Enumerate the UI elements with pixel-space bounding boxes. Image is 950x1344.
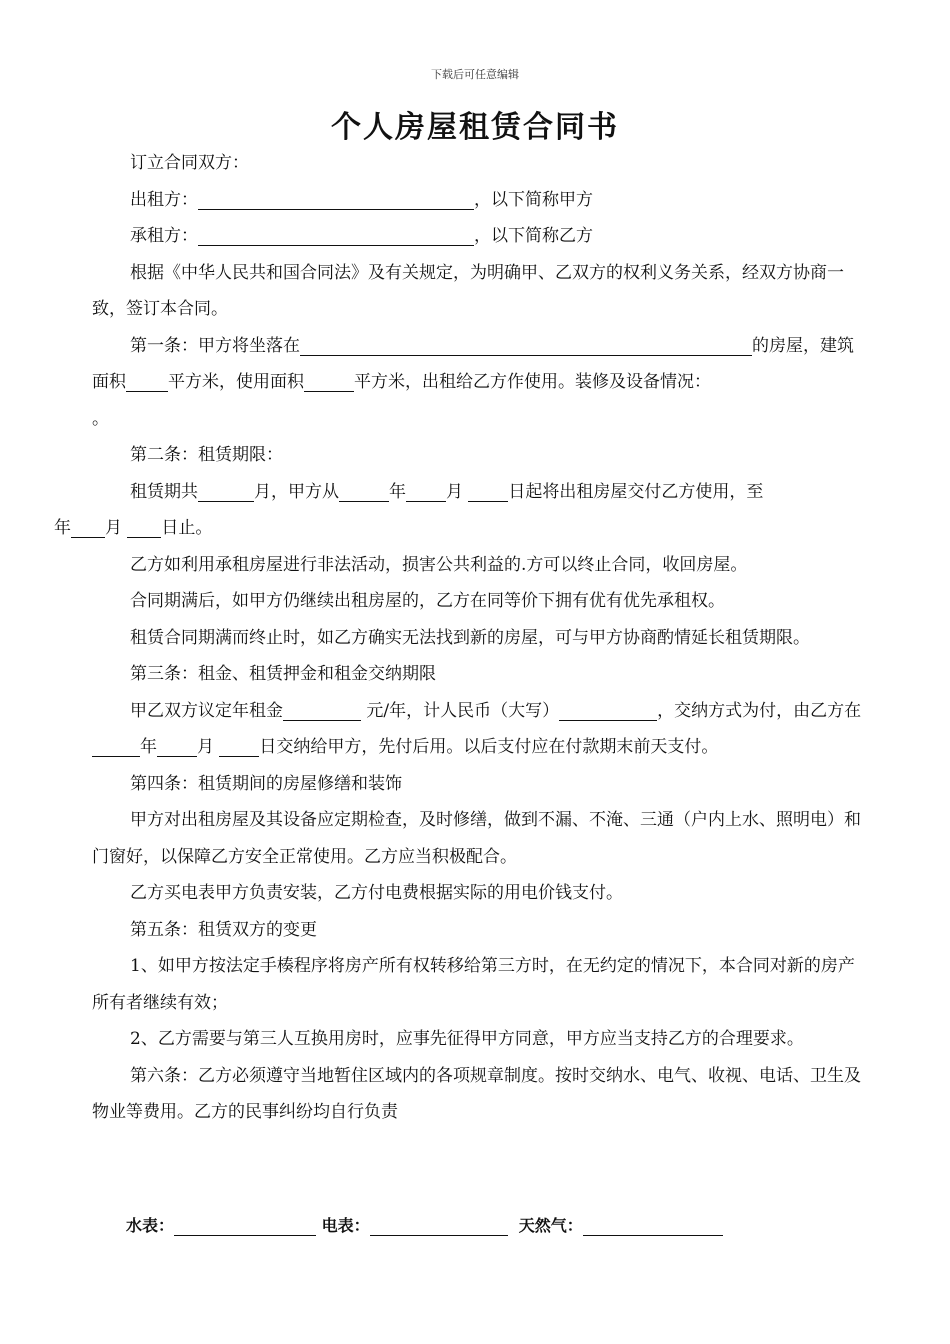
end-year-blank[interactable] [71, 517, 105, 538]
start-month-blank[interactable] [406, 481, 446, 502]
article-5-title: 第五条：租赁双方的变更 [130, 919, 317, 940]
header-note: 下载后可任意编辑 [431, 68, 519, 81]
article-5-item-1: 1、如甲方按法定手楱程序将房产所有权转移给第三方时，在无约定的情况下，本合同对新的房产所有者继续有效； [92, 956, 855, 1013]
article-2-term: 租赁期共 月，甲方从 年 月 日起将出租房屋交付乙方使用，至 年 月 日止。 [54, 481, 764, 538]
annual-rent-blank[interactable] [283, 700, 361, 721]
article-2-renewal: 合同期满后，如甲方仍继续出租房屋的，乙方在同等价下拥有优有优先承租权。 [130, 591, 725, 611]
article-1: 第一条：甲方将坐落在 的房屋，建筑面积 平方米，使用面积 平方米，出租给乙方作使用。装修及设备情况： 。 [92, 335, 854, 429]
article-3-rent: 甲乙双方议定年租金 元/年，计人民币（大写） ，交纳方式为付，由乙方在年 月 日交纳给甲方，先付后用。以后支付应在付款期末前天支付。 [92, 693, 862, 766]
start-day-blank[interactable] [468, 481, 508, 502]
rent-uppercase-blank[interactable] [559, 700, 657, 721]
gas-meter-blank[interactable] [583, 1215, 723, 1236]
electric-meter-label: 电表： [321, 1216, 370, 1235]
water-meter-label: 水表： [126, 1216, 175, 1235]
lessee-line: 承租方： ，以下简称乙方 [130, 226, 593, 246]
lessor-blank[interactable] [198, 189, 474, 210]
article-6: 第六条：乙方必须遵守当地暂住区域内的各项规章制度。按时交纳水、电气、收视、电话、卫生及物业等费用。乙方的民事纠纷均自行负责 [92, 1065, 861, 1122]
article-5-item-2: 2、乙方需要与第三人互换用房时，应事先征得甲方同意，甲方应当支持乙方的合理要求。 [130, 1029, 804, 1049]
start-year-blank[interactable] [339, 481, 389, 502]
lessee-blank[interactable] [198, 225, 474, 246]
basis-paragraph: 根据《中华人民共和国合同法》及有关规定，为明确甲、乙双方的权利义务关系，经双方协商一致，签订本合同。 [92, 262, 844, 319]
end-day-blank[interactable] [127, 517, 161, 538]
usable-area-blank[interactable] [304, 371, 354, 392]
article-2-title: 第二条：租赁期限： [130, 445, 283, 465]
electric-meter-blank[interactable] [370, 1215, 508, 1236]
lessor-line: 出租方： ，以下简称甲方 [130, 189, 593, 210]
location-blank[interactable] [300, 335, 752, 356]
contract-body [54, 145, 862, 1131]
meter-readings [126, 1213, 826, 1236]
article-4-meter: 乙方买电表甲方负责安装，乙方付电费根据实际的用电价钱支付。 [130, 883, 623, 903]
contract-title: 个人房屋租赁合同书 [331, 110, 619, 145]
article-2-extension: 租赁合同期满而终止时，如乙方确实无法找到新的房屋，可与甲方协商酌情延长租赁期限。 [130, 627, 810, 648]
pay-year-blank[interactable] [92, 736, 140, 757]
pay-day-blank[interactable] [219, 736, 259, 757]
gas-meter-label: 天然气： [518, 1216, 583, 1235]
article-4-title: 第四条：租赁期间的房屋修缮和装饰 [130, 773, 402, 794]
parties-intro: 订立合同双方： [130, 153, 249, 173]
pay-month-blank[interactable] [157, 736, 197, 757]
article-4-repair: 甲方对出租房屋及其设备应定期检查，及时修缮，做到不漏、不淹、三通（户内上水、照明电）和门窗好，以保障乙方安全正常使用。乙方应当积极配合。 [92, 810, 861, 867]
article-2-illegal: 乙方如利用承租房屋进行非法活动，损害公共利益的.方可以终止合同，收回房屋。 [130, 554, 748, 575]
article-3-title: 第三条：租金、租赁押金和租金交纳期限 [130, 664, 436, 684]
term-months-blank[interactable] [198, 481, 254, 502]
building-area-blank[interactable] [126, 371, 168, 392]
water-meter-blank[interactable] [174, 1215, 316, 1236]
